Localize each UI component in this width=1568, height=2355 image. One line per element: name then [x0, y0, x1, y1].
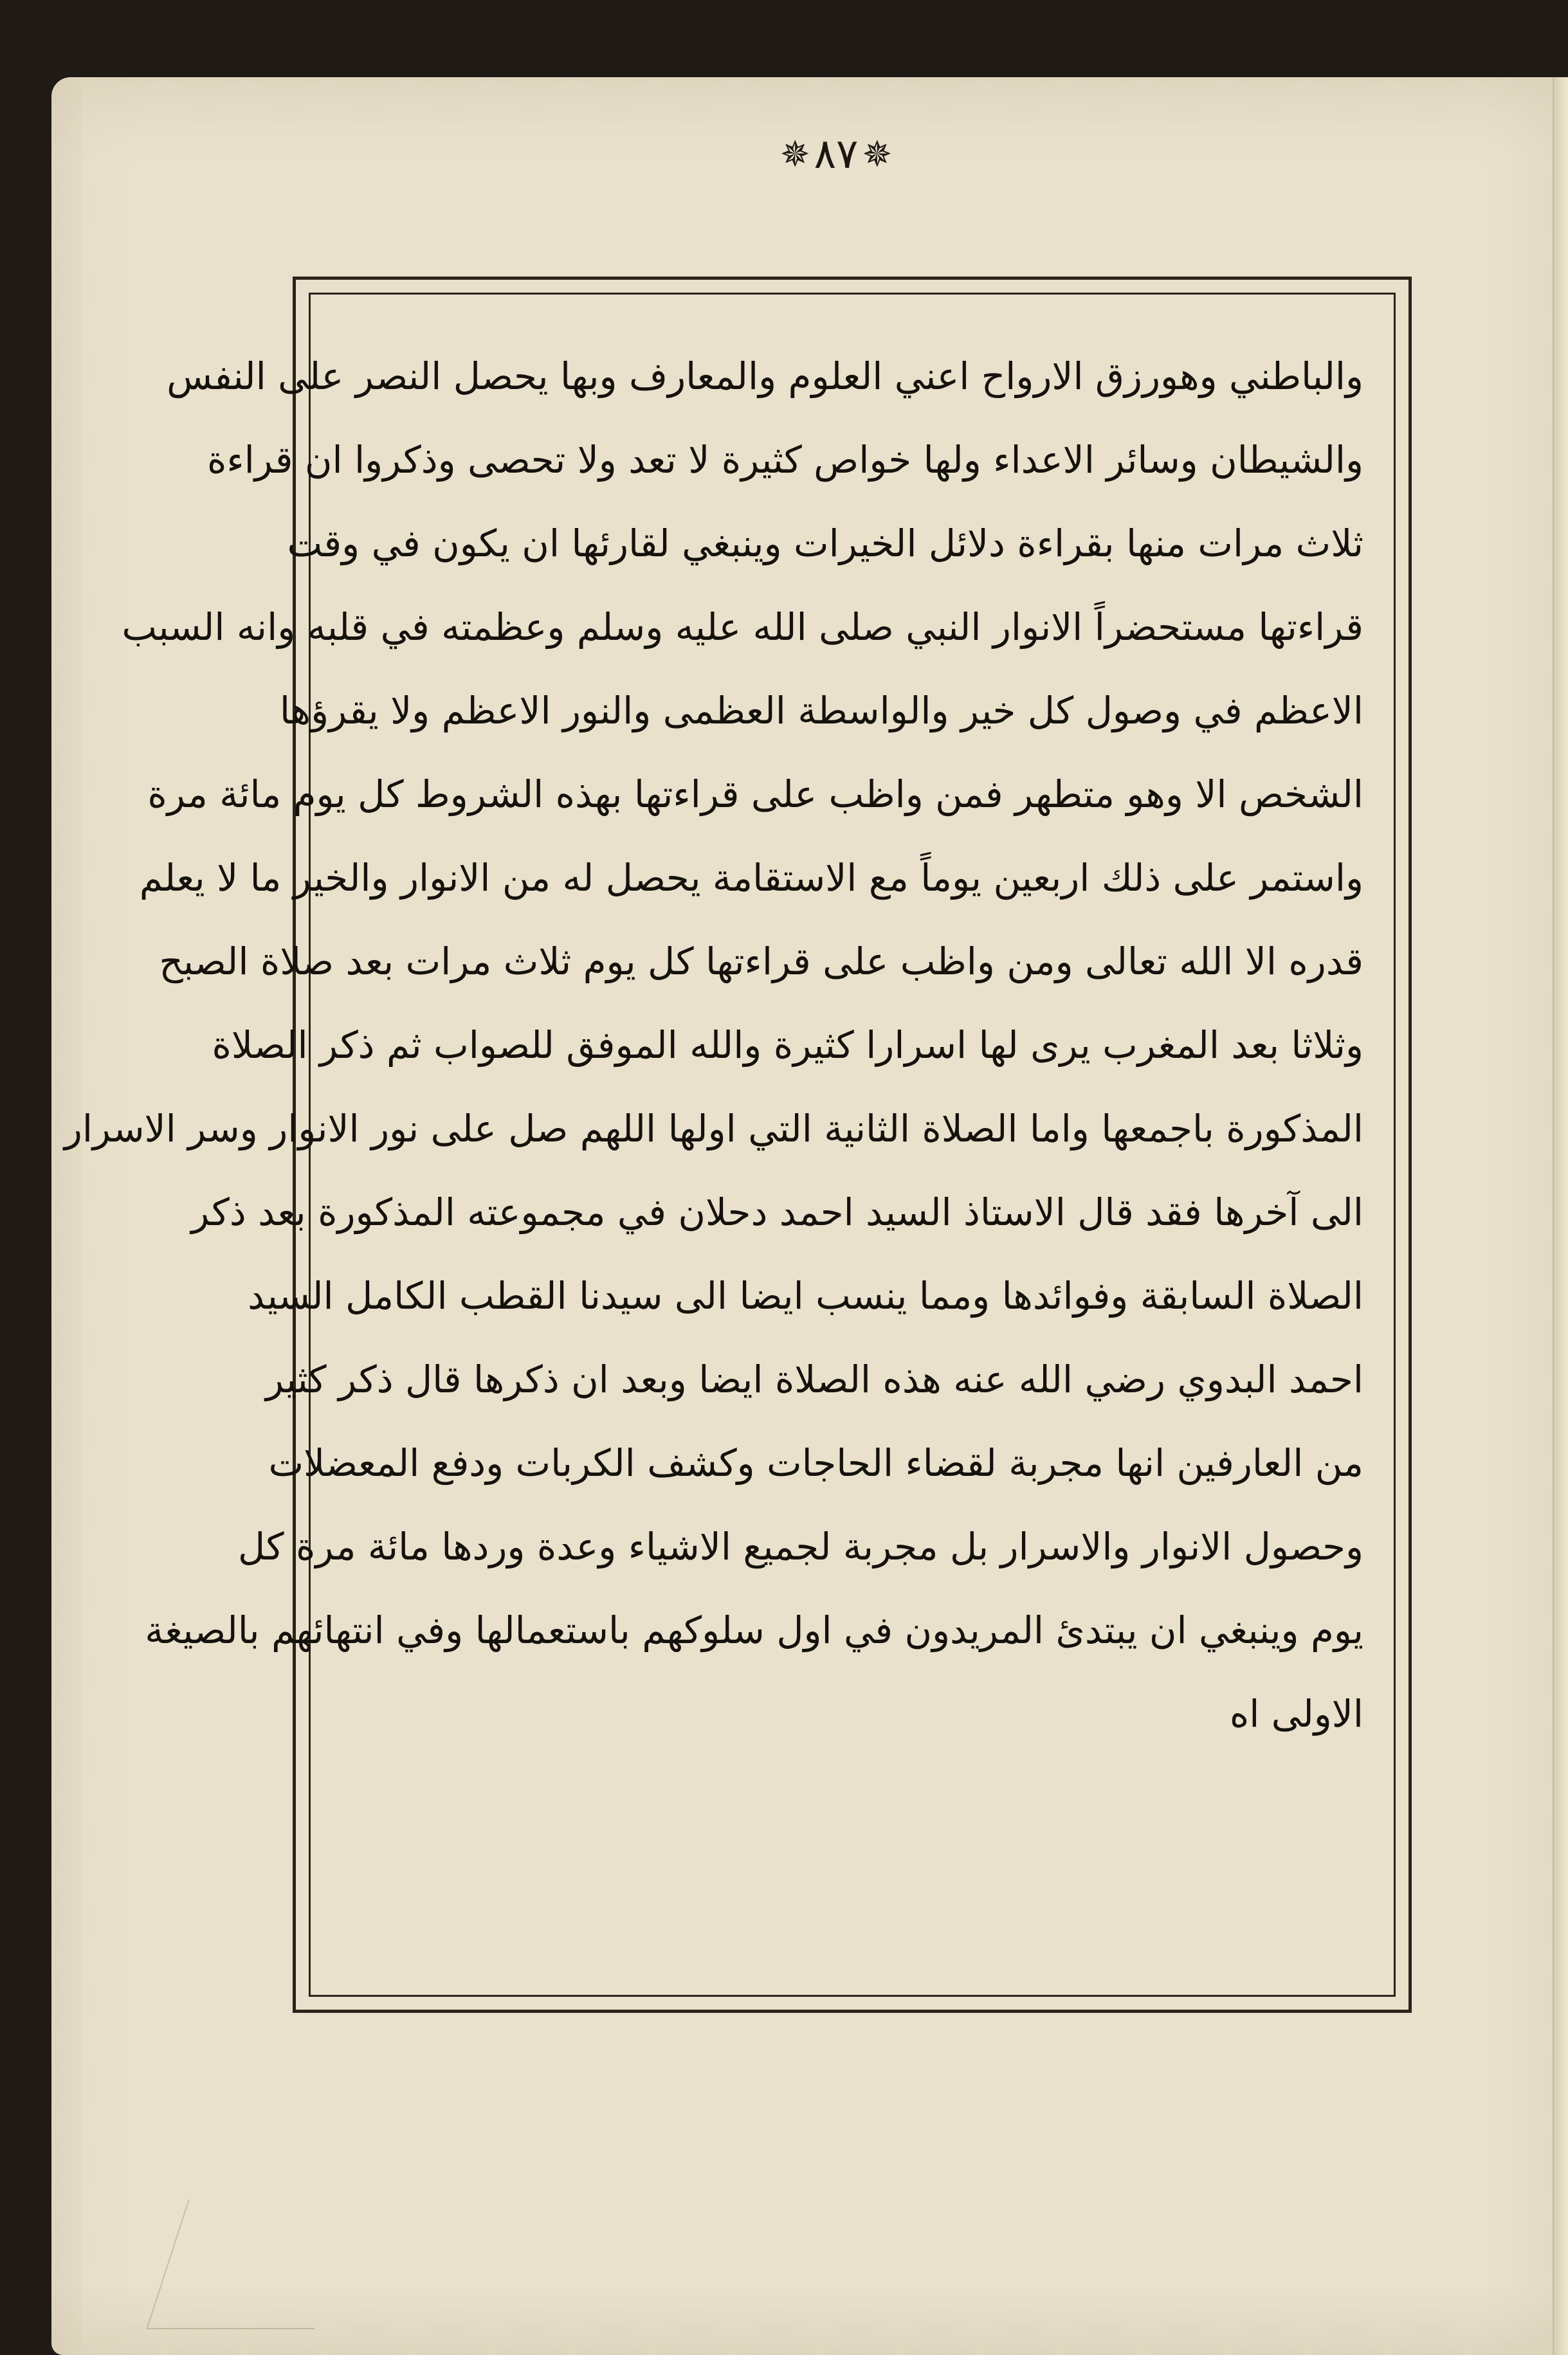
- text-line: والشيطان وسائر الاعداء ولها خواص كثيرة لا تعد ولا تحصى وذكروا ان قراءة: [206, 438, 1363, 482]
- page-number: ٨٧: [814, 131, 859, 178]
- ornament-star-icon: ✵: [779, 133, 810, 176]
- text-line: وثلاثا بعد المغرب يرى لها اسرارا كثيرة والله الموفق للصواب ثم ذكر الصلاة: [212, 1023, 1363, 1067]
- text-line: من العارفين انها مجربة لقضاء الحاجات وكشف الكربات ودفع المعضلات: [268, 1441, 1363, 1485]
- text-line: ثلاث مرات منها بقراءة دلائل الخيرات وينبغي لقارئها ان يكون في وقت: [287, 522, 1363, 565]
- text-line: الى آخرها فقد قال الاستاذ السيد احمد دحلان في مجموعته المذكورة بعد ذكر: [191, 1190, 1363, 1234]
- text-line: المذكورة باجمعها واما الصلاة الثانية التي اولها اللهم صل على نور الانوار وسر الاسرار: [64, 1107, 1363, 1150]
- text-line: الصلاة السابقة وفوائدها ومما ينسب ايضا الى سيدنا القطب الكامل السيد: [248, 1274, 1363, 1318]
- text-line: واستمر على ذلك اربعين يوماً مع الاستقامة يحصل له من الانوار والخير ما لا يعلم: [139, 856, 1363, 900]
- text-line: الشخص الا وهو متطهر فمن واظب على قراءتها بهذه الشروط كل يوم مائة مرة: [147, 772, 1363, 816]
- text-line: والباطني وهورزق الارواح اعني العلوم والمعارف وبها يحصل النصر على النفس: [167, 354, 1363, 398]
- page-number-header: [740, 125, 933, 183]
- page-edge: [1553, 77, 1568, 2355]
- text-line: الاولى اه: [1229, 1692, 1363, 1736]
- text-line: يوم وينبغي ان يبتدئ المريدون في اول سلوكهم باستعمالها وفي انتهائهم بالصيغة: [145, 1608, 1363, 1652]
- text-line: احمد البدوي رضي الله عنه هذه الصلاة ايضا وبعد ان ذكرها قال ذكر كثير: [266, 1358, 1363, 1401]
- page-corner-crease: [146, 2199, 357, 2329]
- text-line: قدره الا الله تعالى ومن واظب على قراءتها كل يوم ثلاث مرات بعد صلاة الصبح: [159, 940, 1363, 983]
- ornament-star-icon: ✵: [862, 133, 893, 176]
- text-line: الاعظم في وصول كل خير والواسطة العظمى والنور الاعظم ولا يقرؤها: [279, 689, 1363, 732]
- body-text: [64, 334, 1363, 1756]
- text-line: قراءتها مستحضراً الانوار النبي صلى الله عليه وسلم وعظمته في قلبه وانه السبب: [122, 605, 1363, 649]
- text-line: وحصول الانوار والاسرار بل مجربة لجميع الاشياء وعدة وردها مائة مرة كل: [238, 1525, 1363, 1568]
